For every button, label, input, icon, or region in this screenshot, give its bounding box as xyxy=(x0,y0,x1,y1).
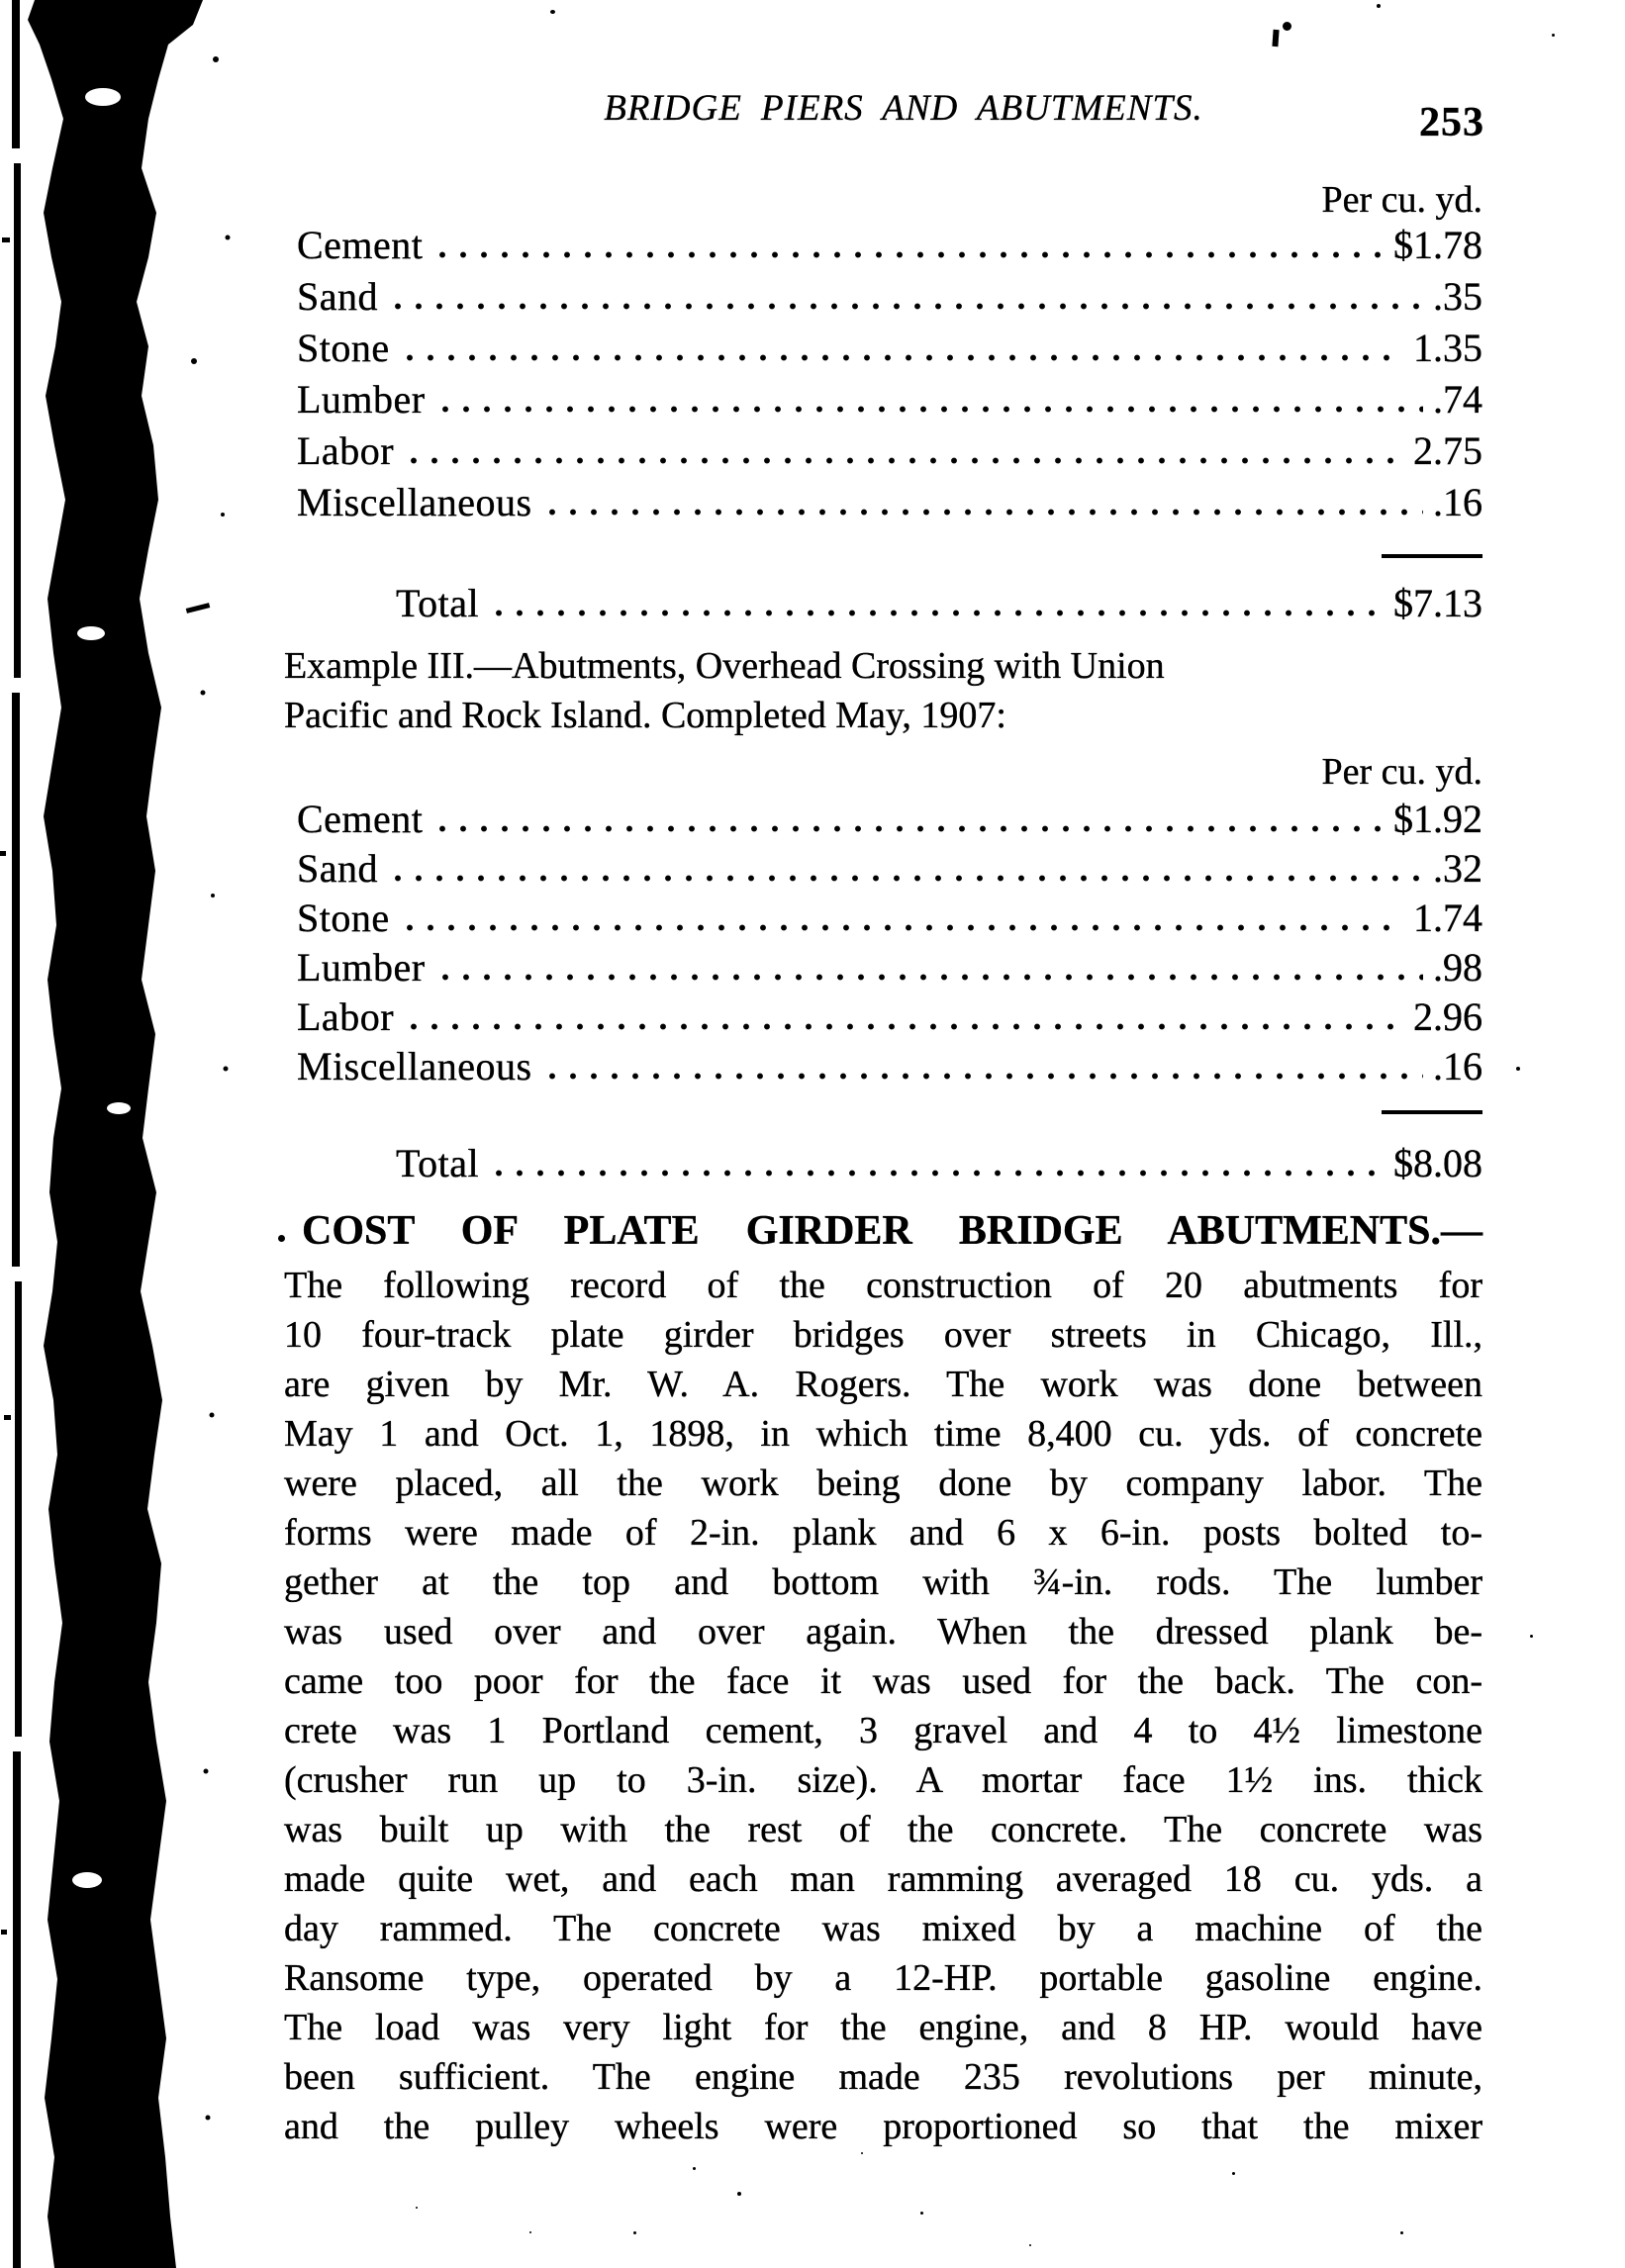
dot-leader xyxy=(438,249,1384,258)
dot-leader xyxy=(548,1071,1423,1080)
total-rule xyxy=(1382,1110,1482,1114)
dot-leader xyxy=(406,352,1403,361)
total-value: $8.08 xyxy=(1393,1141,1482,1185)
table-row xyxy=(297,479,1482,530)
row-value: .98 xyxy=(1433,945,1482,990)
total-row-2 xyxy=(396,1140,1482,1186)
ink-speck xyxy=(737,2192,741,2196)
dot-leader xyxy=(394,873,1423,882)
dot-leader xyxy=(441,404,1423,413)
example-line: Example III.—Abutments, Overhead Crossing with Union xyxy=(284,645,1165,687)
row-label: Sand xyxy=(297,846,378,891)
body-text xyxy=(284,1261,1482,2151)
row-label: Miscellaneous xyxy=(297,1044,532,1088)
row-value: 1.74 xyxy=(1413,896,1482,940)
row-label: Sand xyxy=(297,274,378,319)
dot-leader xyxy=(438,823,1384,832)
row-label: Stone xyxy=(297,326,390,370)
ink-speck xyxy=(1552,34,1555,37)
unit-header-per-cu-yd: Per cu. yd. xyxy=(1321,179,1482,221)
cost-table-2 xyxy=(297,796,1482,1092)
body-line: and the pulley wheels were proportioned so that the mixer xyxy=(284,2106,1482,2147)
dot-leader xyxy=(406,922,1403,931)
body-line: came too poor for the face it was used for the back. The con- xyxy=(284,1660,1482,1702)
ink-speck xyxy=(1516,1067,1520,1071)
dot-leader xyxy=(410,455,1403,464)
ink-speck xyxy=(693,2167,696,2170)
ink-speck xyxy=(1029,2244,1031,2246)
table-row xyxy=(297,845,1482,895)
row-value: $1.92 xyxy=(1393,797,1482,841)
ink-speck xyxy=(1377,4,1381,8)
body-line: 10 four-track plate girder bridges over streets in Chicago, Ill., xyxy=(284,1314,1482,1356)
table-row xyxy=(297,325,1482,376)
total-row-1 xyxy=(396,580,1482,626)
row-label: Lumber xyxy=(297,945,426,990)
table-row xyxy=(297,944,1482,993)
example-paragraph xyxy=(284,641,1482,740)
dot-leader xyxy=(410,1021,1403,1030)
row-label: Cement xyxy=(297,797,424,841)
unit-header-per-cu-yd: Per cu. yd. xyxy=(1321,751,1482,793)
total-value: $7.13 xyxy=(1393,581,1482,625)
row-value: .16 xyxy=(1433,1044,1482,1088)
body-line: are given by Mr. W. A. Rogers. The work was done between xyxy=(284,1364,1482,1405)
ink-speck xyxy=(416,2207,418,2209)
body-line: (crusher run up to 3-in. size). A mortar face 1½ ins. thick xyxy=(284,1759,1482,1801)
ink-speck xyxy=(633,2231,636,2234)
table-row xyxy=(297,273,1482,325)
row-value: 2.96 xyxy=(1413,994,1482,1039)
ink-speck xyxy=(550,10,555,14)
body-line: forms were made of 2-in. plank and 6 x 6-in. posts bolted to- xyxy=(284,1512,1482,1554)
total-label: Total xyxy=(396,1141,480,1185)
page-number: 253 xyxy=(1419,100,1484,145)
dot-leader xyxy=(495,1168,1384,1177)
body-line: were placed, all the work being done by company labor. The xyxy=(284,1463,1482,1504)
body-line: gether at the top and bottom with ¾-in. rods. The lumber xyxy=(284,1561,1482,1603)
row-value: 1.35 xyxy=(1413,326,1482,370)
body-line: The load was very light for the engine, and 8 HP. would have xyxy=(284,2007,1482,2048)
row-value: .16 xyxy=(1433,480,1482,524)
row-value: .32 xyxy=(1433,846,1482,891)
table-row xyxy=(297,222,1482,273)
body-line: been sufficient. The engine made 235 revolutions per minute, xyxy=(284,2056,1482,2098)
table-row xyxy=(297,1043,1482,1092)
row-label: Stone xyxy=(297,896,390,940)
body-line: was used over and over again. When the dressed plank be- xyxy=(284,1611,1482,1653)
body-line: was built up with the rest of the concrete. The concrete was xyxy=(284,1809,1482,1850)
example-line: Pacific and Rock Island. Completed May, 1907: xyxy=(284,695,1006,736)
ink-speck xyxy=(920,2212,923,2215)
total-label: Total xyxy=(396,581,480,625)
row-value: .74 xyxy=(1433,377,1482,422)
body-line: crete was 1 Portland cement, 3 gravel and 4 to 4½ limestone xyxy=(284,1710,1482,1751)
body-line: Ransome type, operated by a 12-HP. portable gasoline engine. xyxy=(284,1957,1482,1999)
body-line: The following record of the construction of 20 abutments for xyxy=(284,1265,1482,1306)
ink-speck xyxy=(278,1235,285,1242)
scan-gutter-artifact xyxy=(0,0,257,2268)
row-value: 2.75 xyxy=(1413,428,1482,473)
total-rule xyxy=(1382,554,1482,558)
ink-speck xyxy=(1530,1635,1533,1638)
ink-speck xyxy=(1400,2231,1403,2234)
row-value: .35 xyxy=(1433,274,1482,319)
table-row xyxy=(297,427,1482,479)
dot-leader xyxy=(495,608,1384,616)
row-label: Cement xyxy=(297,223,424,267)
body-line: May 1 and Oct. 1, 1898, in which time 8,400 cu. yds. of concrete xyxy=(284,1413,1482,1455)
ink-speck xyxy=(529,2231,531,2233)
ink-speck xyxy=(1232,2172,1235,2175)
dot-leader xyxy=(548,507,1423,516)
body-line: day rammed. The concrete was mixed by a machine of the xyxy=(284,1908,1482,1949)
page-title: BRIDGE PIERS AND ABUTMENTS. xyxy=(604,88,1203,129)
row-label: Miscellaneous xyxy=(297,480,532,524)
ink-speck xyxy=(861,2152,863,2154)
cost-table-1 xyxy=(297,222,1482,530)
dot-leader xyxy=(394,301,1423,310)
dot-leader xyxy=(441,972,1423,981)
ink-speck xyxy=(1272,30,1279,47)
section-heading: COST OF PLATE GIRDER BRIDGE ABUTMENTS.— xyxy=(302,1208,1482,1254)
table-row xyxy=(297,895,1482,944)
row-value: $1.78 xyxy=(1393,223,1482,267)
body-line: made quite wet, and each man ramming averaged 18 cu. yds. a xyxy=(284,1858,1482,1900)
row-label: Lumber xyxy=(297,377,426,422)
row-label: Labor xyxy=(297,428,395,473)
table-row xyxy=(297,796,1482,845)
row-label: Labor xyxy=(297,994,395,1039)
table-row xyxy=(297,993,1482,1043)
ink-speck xyxy=(1283,22,1291,31)
table-row xyxy=(297,376,1482,427)
